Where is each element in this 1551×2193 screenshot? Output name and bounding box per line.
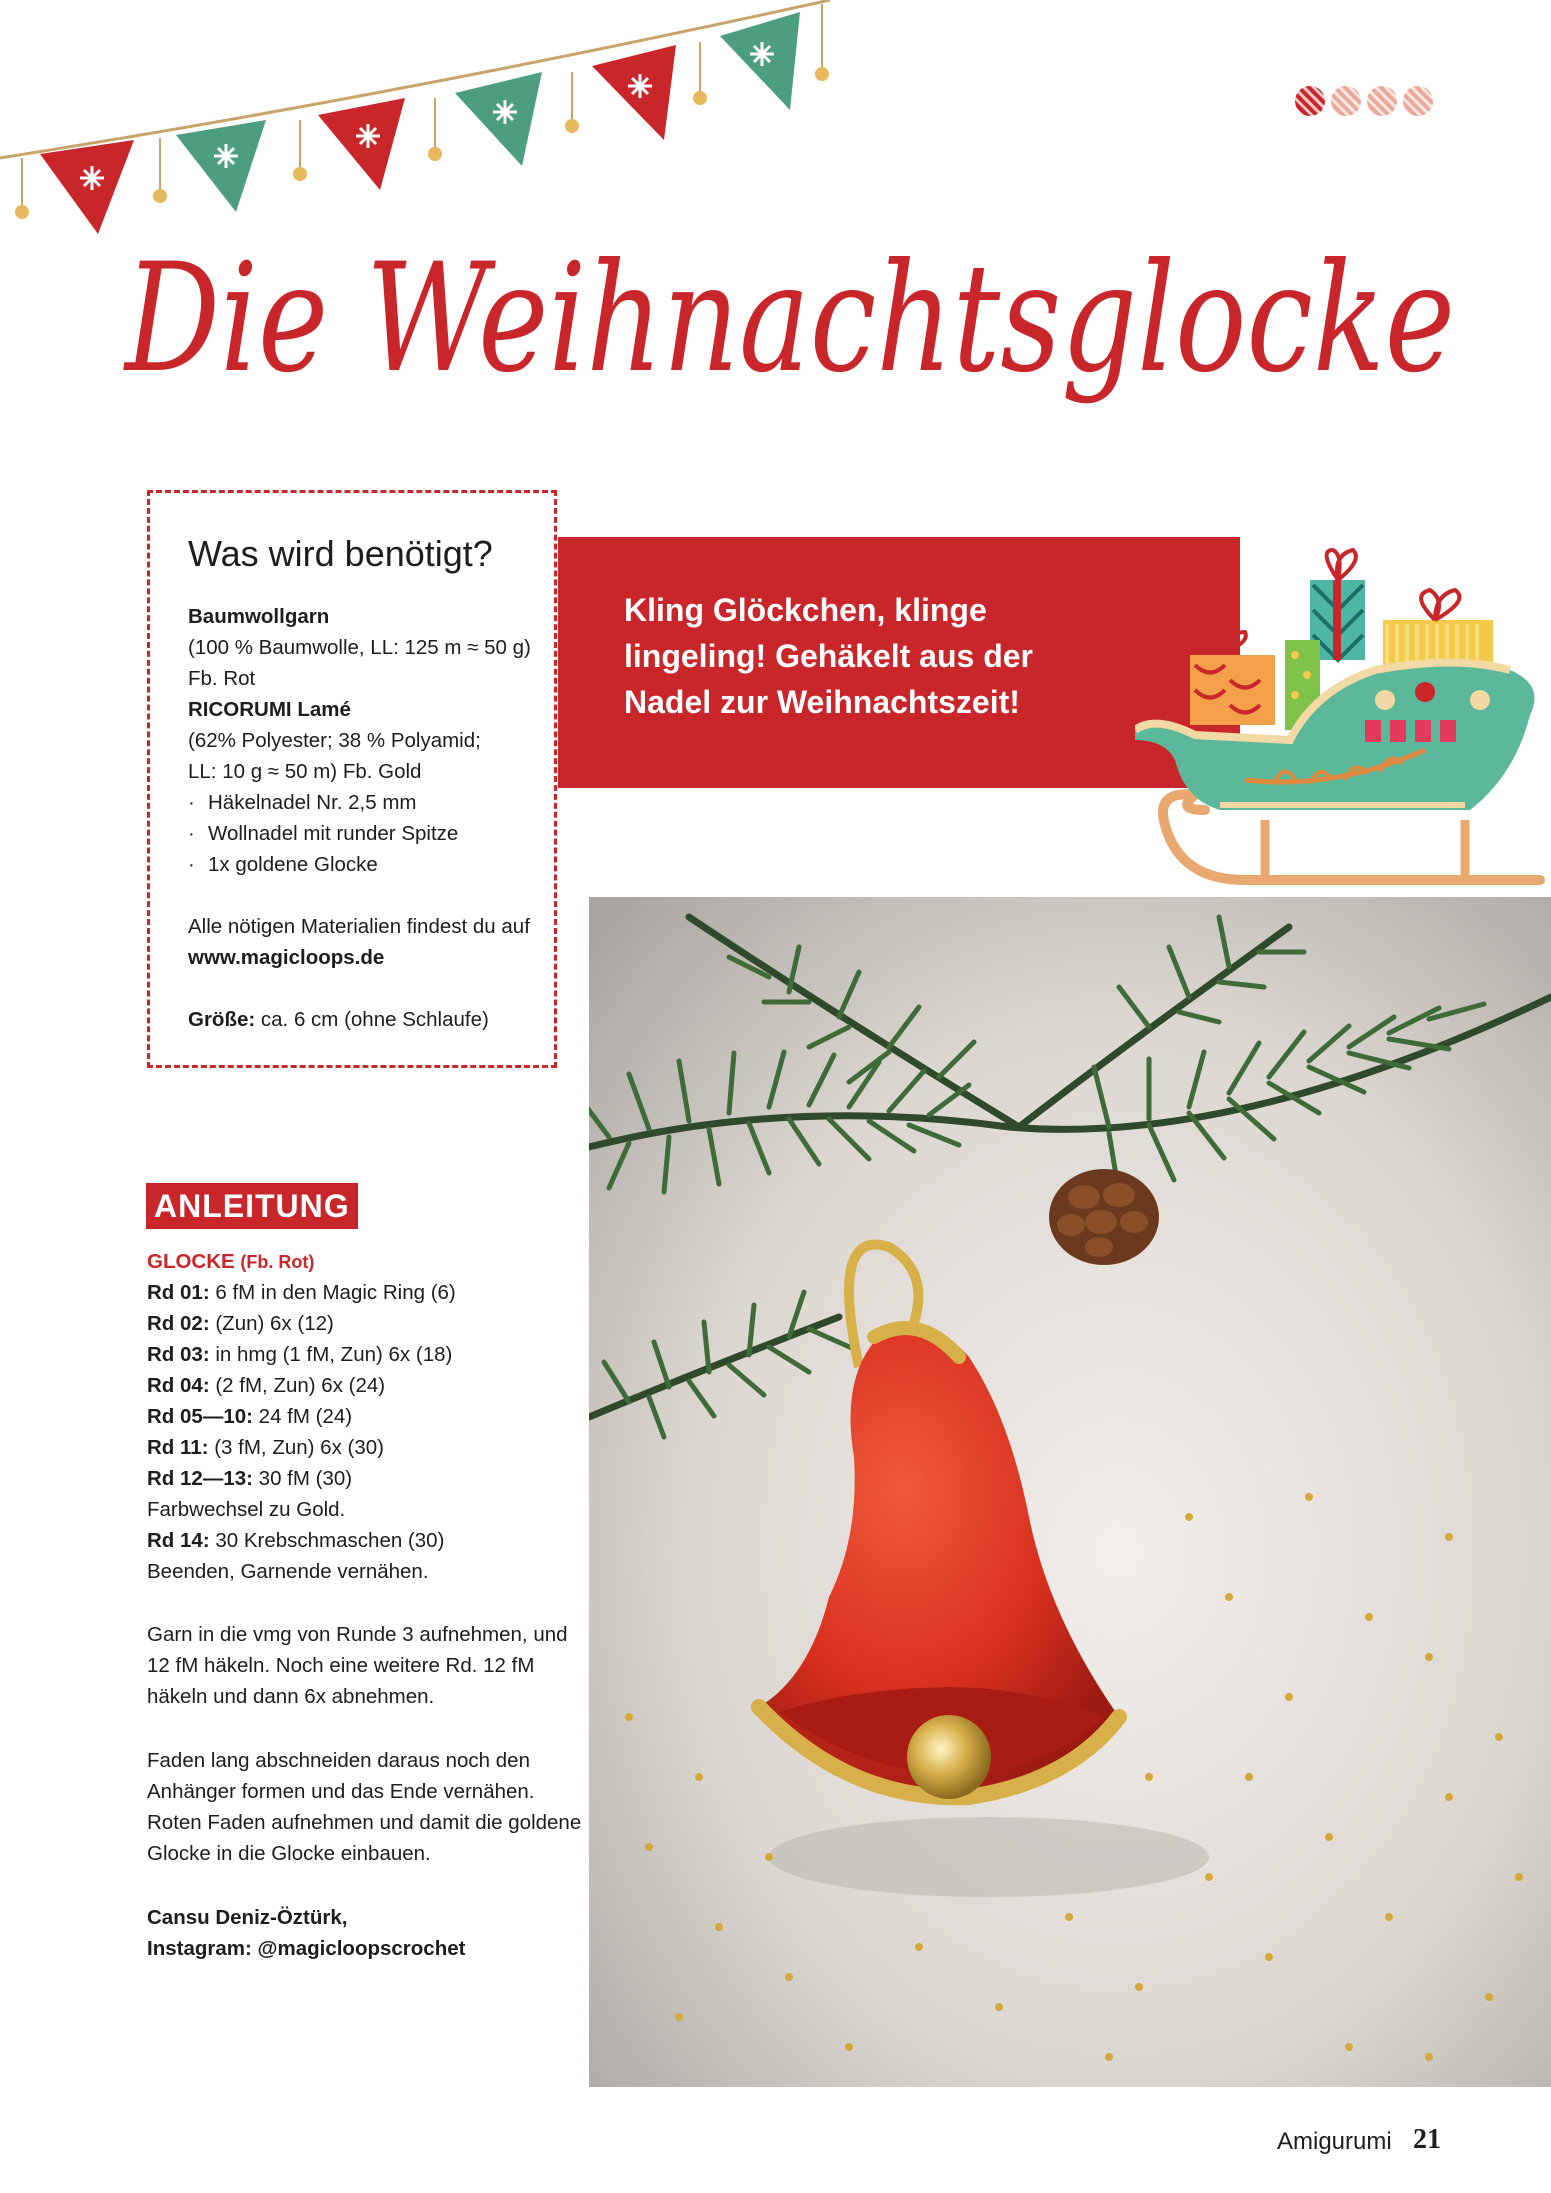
round-text: (Zun) 6x (12) bbox=[215, 1312, 334, 1335]
intro-line: lingeling! Gehäkelt aus der bbox=[624, 638, 1033, 674]
magazine-name: Amigurumi bbox=[1277, 2128, 1392, 2155]
materials-box bbox=[147, 490, 557, 1068]
paragraph-line: häkeln und dann 6x abnehmen. bbox=[147, 1685, 435, 1708]
yarn2-spec: (62% Polyester; 38 % Polyamid; bbox=[188, 729, 481, 752]
section-title: GLOCKE bbox=[147, 1250, 235, 1273]
page-number: 21 bbox=[1413, 2124, 1441, 2155]
round-line bbox=[147, 1401, 352, 1433]
round-label: Rd 03: bbox=[147, 1343, 210, 1366]
round-label: Rd 12—13: bbox=[147, 1467, 253, 1490]
yarn-ball-icon bbox=[1403, 86, 1433, 116]
round-text: 30 Krebschmaschen (30) bbox=[215, 1529, 445, 1552]
instructions-heading: ANLEITUNG bbox=[146, 1183, 358, 1229]
paragraph-line: Garn in die vmg von Runde 3 aufnehmen, und bbox=[147, 1623, 568, 1646]
round-text: 30 fM (30) bbox=[258, 1467, 353, 1490]
bunting-flag bbox=[720, 12, 800, 110]
yarn-ball-icon bbox=[1295, 86, 1325, 116]
round-text: 24 fM (24) bbox=[258, 1405, 353, 1428]
round-label: Rd 04: bbox=[147, 1374, 210, 1397]
yarn2-name: RICORUMI Lamé bbox=[188, 698, 351, 721]
round-label: Rd 02: bbox=[147, 1312, 210, 1335]
intro-line: Nadel zur Weihnachtszeit! bbox=[624, 684, 1020, 720]
section-color: (Fb. Rot) bbox=[240, 1252, 315, 1272]
round-text: 6 fM in den Magic Ring (6) bbox=[215, 1281, 456, 1304]
round-text: in hmg (1 fM, Zun) 6x (18) bbox=[215, 1343, 453, 1366]
yarn1-name: Baumwollgarn bbox=[188, 605, 330, 628]
page-title bbox=[110, 200, 1470, 460]
source-link[interactable]: www.magicloops.de bbox=[188, 946, 385, 969]
color-change-note: Farbwechsel zu Gold. bbox=[147, 1498, 346, 1521]
author-instagram[interactable]: Instagram: @magicloopscrochet bbox=[147, 1937, 466, 1960]
source-text: Alle nötigen Materialien findest du auf bbox=[188, 915, 530, 938]
bunting-flag bbox=[176, 120, 266, 212]
round-line bbox=[147, 1308, 334, 1340]
round-label: Rd 14: bbox=[147, 1529, 210, 1552]
round-line bbox=[147, 1463, 352, 1495]
paragraph-line: Roten Faden aufnehmen und damit die goldene bbox=[147, 1811, 582, 1834]
round-line bbox=[147, 1525, 444, 1557]
materials-heading: Was wird benötigt? bbox=[188, 533, 493, 574]
svg-text:Die Weihnachtsglocke: Die Weihnachtsglocke bbox=[122, 232, 1455, 406]
paragraph-line: Glocke in die Glocke einbauen. bbox=[147, 1842, 431, 1865]
round-label: Rd 01: bbox=[147, 1281, 210, 1304]
round-line bbox=[147, 1432, 384, 1464]
round-text: (3 fM, Zun) 6x (30) bbox=[214, 1436, 384, 1459]
finish-note: Beenden, Garnende vernähen. bbox=[147, 1560, 429, 1583]
paragraph-line: Anhänger formen und das Ende vernähen. bbox=[147, 1780, 535, 1803]
round-line bbox=[147, 1339, 452, 1371]
round-line bbox=[147, 1370, 385, 1402]
paragraph-line: 12 fM häkeln. Noch eine weitere Rd. 12 fM bbox=[147, 1654, 535, 1677]
round-text: (2 fM, Zun) 6x (24) bbox=[215, 1374, 386, 1397]
size-value: ca. 6 cm (ohne Schlaufe) bbox=[260, 1008, 489, 1031]
bell-photo bbox=[589, 897, 1551, 2087]
yarn-ball-icon bbox=[1367, 86, 1397, 116]
yarn-ball-icon bbox=[1331, 86, 1361, 116]
tool-item: · Wollnadel mit runder Spitze bbox=[188, 818, 458, 849]
round-line bbox=[147, 1277, 456, 1309]
sleigh-illustration bbox=[1135, 540, 1551, 900]
tool-item: · Häkelnadel Nr. 2,5 mm bbox=[188, 787, 417, 818]
round-label: Rd 11: bbox=[147, 1436, 209, 1459]
size-label: Größe: bbox=[188, 1008, 256, 1031]
tool-item: · 1x goldene Glocke bbox=[188, 849, 378, 880]
difficulty-rating bbox=[1295, 86, 1433, 116]
section-heading bbox=[147, 1246, 314, 1279]
yarn1-spec: (100 % Baumwolle, LL: 125 m ≈ 50 g) bbox=[188, 636, 531, 659]
author-name: Cansu Deniz-Öztürk, bbox=[147, 1906, 348, 1929]
paragraph-line: Faden lang abschneiden daraus noch den bbox=[147, 1749, 530, 1772]
size-info bbox=[188, 1004, 489, 1035]
yarn1-color: Fb. Rot bbox=[188, 667, 256, 690]
yarn2-spec: LL: 10 g ≈ 50 m) Fb. Gold bbox=[188, 760, 422, 783]
intro-line: Kling Glöckchen, klinge bbox=[624, 592, 987, 628]
intro-text bbox=[624, 587, 1184, 725]
round-label: Rd 05—10: bbox=[147, 1405, 253, 1428]
